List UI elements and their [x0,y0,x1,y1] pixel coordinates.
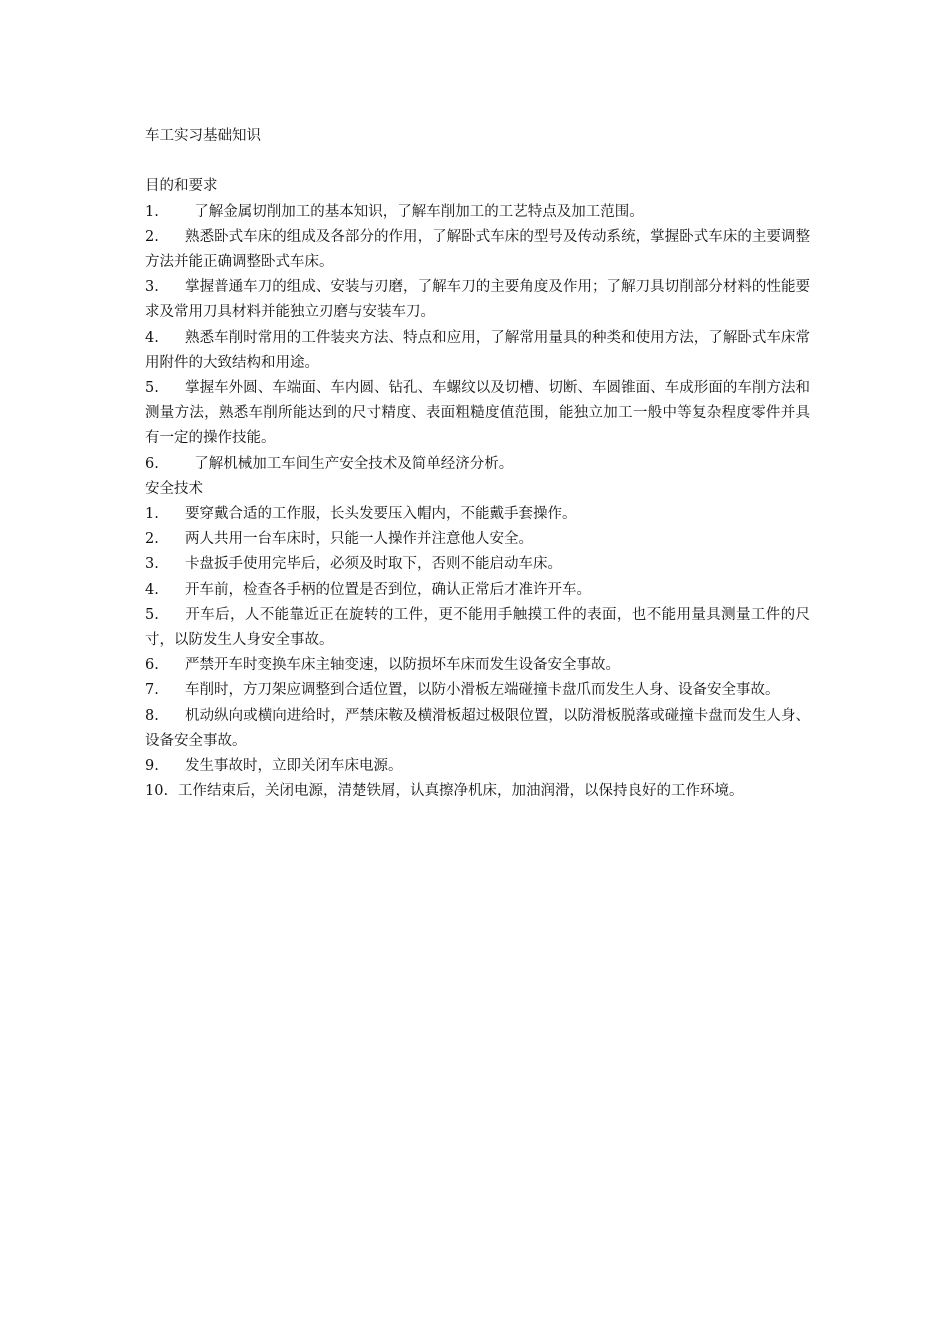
list-item [145,578,810,603]
item-text: 开车后，人不能靠近正在旋转的工件，更不能用手触摸工件的表面，也不能用量具测量工件的尺寸，以防发生人身安全事故。 [145,606,810,649]
list-item [145,200,810,225]
safety-list [145,502,810,804]
item-number: 1. [145,506,159,523]
item-text: 卡盘扳手使用完毕后，必须及时取下，否则不能启动车床。 [185,556,562,573]
list-item [145,326,810,376]
section-heading-goals: 目的和要求 [145,178,218,195]
section-heading-safety: 安全技术 [145,480,203,497]
item-text: 掌握普通车刀的组成、安装与刃磨，了解车刀的主要角度及作用；了解刀具切削部分材料的性能要求及常用刀具材料并能独立刃磨与安装车刀。 [145,279,810,321]
item-number: 5. [145,380,159,396]
item-text: 开车前，检查各手柄的位置是否到位，确认正常后才准许开车。 [185,581,591,598]
item-text: 两人共用一台车床时，只能一人操作并注意他人安全。 [185,531,533,548]
item-text: 机动纵向或横向进给时，严禁床鞍及横滑板超过极限位置，以防滑板脱落或碰撞卡盘而发生人身、设备安全事故。 [145,707,810,749]
goals-list [145,200,810,477]
item-number: 1. [145,203,159,220]
list-item [145,754,810,779]
item-text: 工作结束后，关闭电源，清楚铁屑，认真擦净机床，加油润滑，以保持良好的工作环境。 [178,783,744,800]
item-number: 6. [145,455,159,472]
list-item [145,225,810,275]
list-item [145,502,810,527]
list-item [145,527,810,552]
list-item [145,452,810,477]
item-text: 了解金属切削加工的基本知识，了解车削加工的工艺特点及加工范围。 [185,203,644,220]
item-number: 3. [145,556,159,573]
item-text: 要穿戴合适的工作服，长头发要压入帽内，不能戴手套操作。 [185,506,577,523]
item-number: 3. [145,279,159,296]
document-body [145,124,810,804]
item-text: 发生事故时，立即关闭车床电源。 [185,758,403,775]
list-item [145,653,810,678]
list-item [145,275,810,325]
item-number: 6. [145,657,159,674]
list-item [145,779,810,804]
list-item [145,376,810,452]
item-number: 4. [145,581,159,598]
item-number: 8. [145,707,159,724]
item-text: 熟悉卧式车床的组成及各部分的作用，了解卧式车床的型号及传动系统，掌握卧式车床的主要调整方法并能正确调整卧式车床。 [145,228,810,270]
item-text: 熟悉车削时常用的工件装夹方法、特点和应用，了解常用量具的种类和使用方法，了解卧式车床常用附件的大致结构和用途。 [145,329,810,371]
item-text: 严禁开车时变换车床主轴变速，以防损坏车床而发生设备安全事故。 [185,657,620,674]
item-number: 9. [145,758,159,775]
list-item [145,704,810,754]
item-number: 10. [145,783,169,800]
list-item [145,678,810,703]
item-text: 掌握车外圆、车端面、车内圆、钻孔、车螺纹以及切槽、切断、车圆锥面、车成形面的车削方法和测量方法，熟悉车削所能达到的尺寸精度、表面粗糙度值范围，能独立加工一般中等复杂程度零件并具有一定的操作技能。 [145,380,810,447]
list-item [145,552,810,577]
item-text: 了解机械加工车间生产安全技术及简单经济分析。 [185,455,514,472]
document-title: 车工实习基础知识 [145,128,261,144]
item-number: 2. [145,531,159,548]
item-number: 7. [145,682,159,699]
item-number: 4. [145,329,159,346]
blank-line [145,149,810,174]
item-text: 车削时，方刀架应调整到合适位置，以防小滑板左端碰撞卡盘爪而发生人身、设备安全事故。 [185,682,780,699]
item-number: 5. [145,606,159,623]
list-item [145,603,810,653]
item-number: 2. [145,228,159,245]
